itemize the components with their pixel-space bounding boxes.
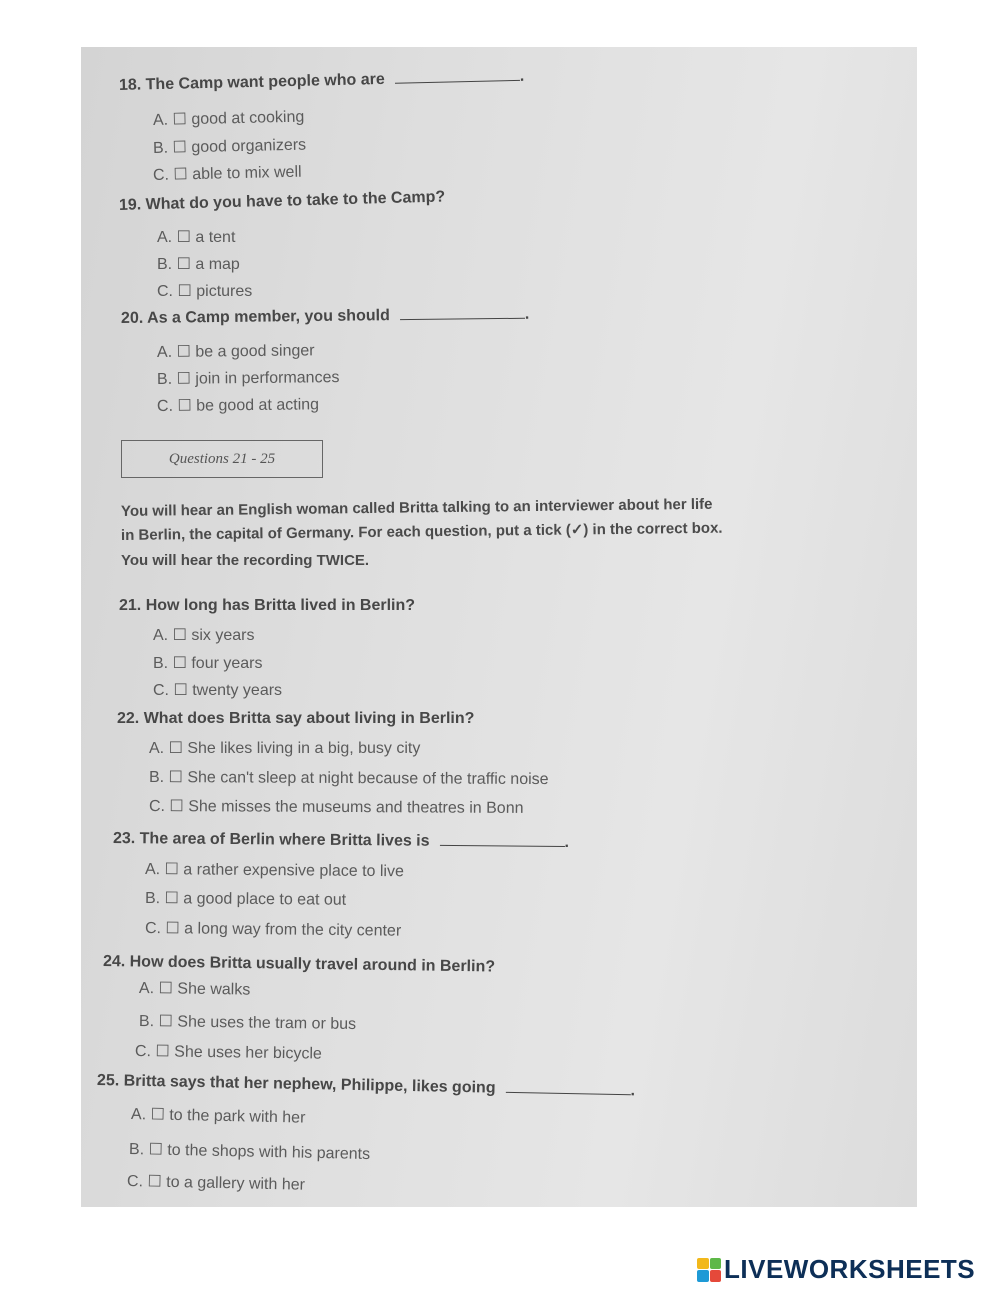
instructions-line-2: in Berlin, the capital of Germany. For each question, put a tick (✓) in the correct box.: [120, 519, 723, 544]
option-21a[interactable]: A. ☐ six years: [153, 627, 255, 644]
question-20: 20. As a Camp member, you should .: [120, 305, 530, 327]
section-heading-box: [121, 440, 323, 478]
option-18b[interactable]: B. ☐ good organizers: [152, 136, 307, 157]
question-25: 25. Britta says that her nephew, Philippe, likes going .: [96, 1072, 636, 1100]
answer-blank: [400, 317, 525, 320]
instructions-line-3: You will hear the recording TWICE.: [121, 552, 370, 569]
question-23: 23. The area of Berlin where Britta lives is .: [112, 830, 570, 851]
option-22c[interactable]: C. ☐ She misses the museums and theatres in Bonn: [148, 798, 524, 817]
option-19a[interactable]: A. ☐ a tent: [157, 229, 236, 246]
option-24c[interactable]: C. ☐ She uses her bicycle: [134, 1043, 322, 1063]
question-24: 24. How does Britta usually travel around in Berlin?: [102, 953, 496, 976]
option-20c[interactable]: C. ☐ be good at acting: [156, 396, 320, 415]
option-25b[interactable]: B. ☐ to the shops with his parents: [128, 1141, 371, 1164]
question-prompt: 25. Britta says that her nephew, Philippe, likes going: [96, 1072, 496, 1097]
option-25c[interactable]: C. ☐ to a gallery with her: [126, 1173, 306, 1194]
instructions-line-1: You will hear an English woman called Britta talking to an interviewer about her life: [120, 495, 713, 520]
option-22a[interactable]: A. ☐ She likes living in a big, busy city: [149, 740, 421, 757]
question-18: 18. The Camp want people who are .: [118, 67, 525, 94]
question-prompt: 23. The area of Berlin where Britta lives is: [112, 830, 430, 850]
question-prompt: 20. As a Camp member, you should: [120, 307, 390, 327]
option-22b[interactable]: B. ☐ She can't sleep at night because of the traffic noise: [148, 769, 549, 789]
option-20a[interactable]: A. ☐ be a good singer: [156, 342, 315, 361]
option-21b[interactable]: B. ☐ four years: [153, 655, 263, 672]
option-18c[interactable]: C. ☐ able to mix well: [152, 163, 302, 184]
option-21c[interactable]: C. ☐ twenty years: [153, 682, 283, 699]
question-22: 22. What does Britta say about living in Berlin?: [117, 710, 475, 727]
question-21: 21. How long has Britta lived in Berlin?: [119, 597, 416, 614]
option-20b[interactable]: B. ☐ join in performances: [156, 369, 340, 388]
option-23a[interactable]: A. ☐ a rather expensive place to live: [144, 861, 404, 881]
liveworksheets-logo-icon: [697, 1258, 721, 1282]
option-24b[interactable]: B. ☐ She uses the tram or bus: [138, 1013, 357, 1034]
option-24a[interactable]: A. ☐ She walks: [138, 980, 251, 999]
worksheet-photo: [81, 47, 917, 1207]
section-heading: Questions 21 - 25: [168, 450, 276, 467]
option-19b[interactable]: B. ☐ a map: [157, 256, 240, 273]
question-prompt: 18. The Camp want people who are: [118, 70, 385, 94]
option-23c[interactable]: C. ☐ a long way from the city center: [144, 920, 402, 940]
option-18a[interactable]: A. ☐ good at cooking: [152, 108, 305, 129]
option-19c[interactable]: C. ☐ pictures: [157, 283, 253, 300]
option-23b[interactable]: B. ☐ a good place to eat out: [144, 890, 347, 909]
liveworksheets-brand: [697, 1254, 975, 1285]
answer-blank: [440, 844, 565, 847]
option-25a[interactable]: A. ☐ to the park with her: [130, 1106, 306, 1127]
question-19: 19. What do you have to take to the Camp?: [118, 188, 446, 214]
answer-blank: [395, 79, 520, 84]
brand-name: LIVEWORKSHEETS: [724, 1254, 976, 1284]
answer-blank: [505, 1091, 630, 1095]
